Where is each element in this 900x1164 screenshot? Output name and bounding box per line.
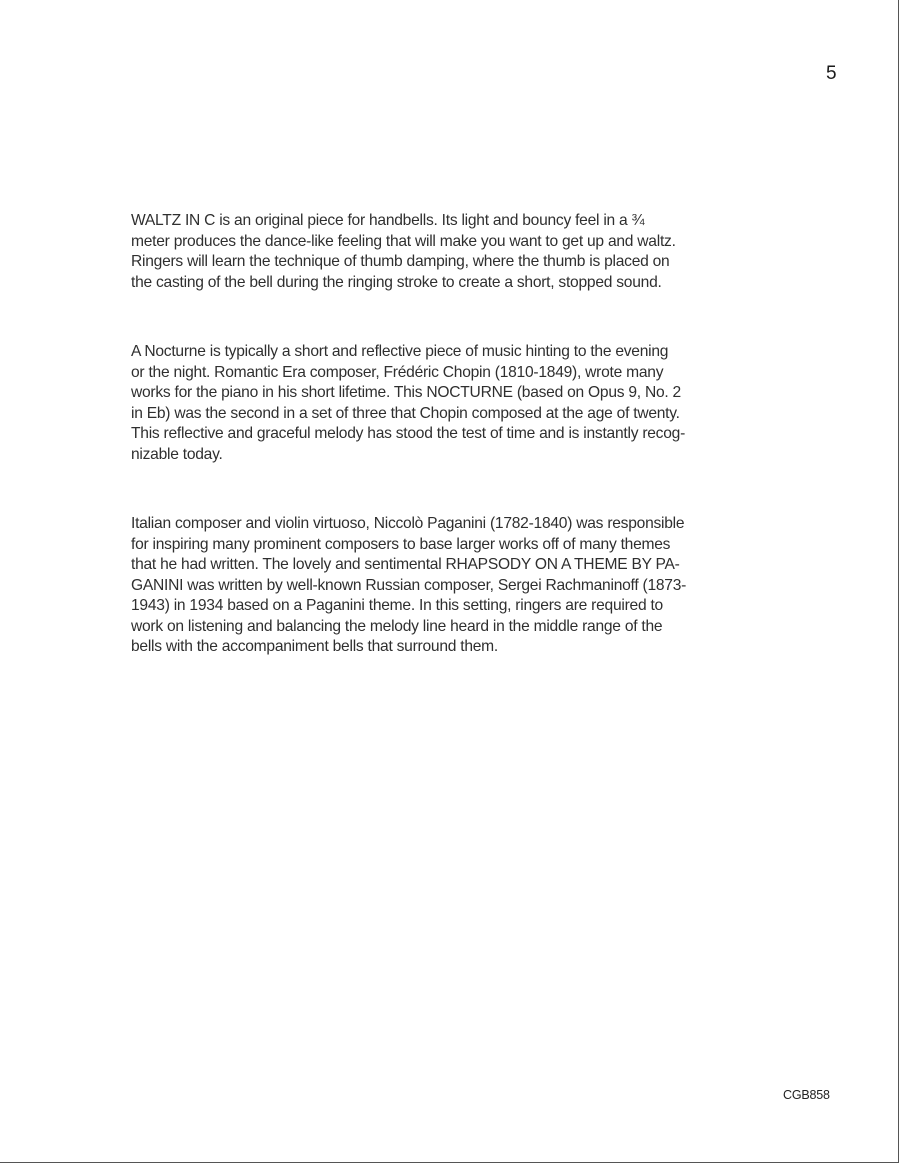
- paragraph-line: This reflective and graceful melody has stood the test of time and is instantly recog-: [131, 425, 686, 442]
- paragraph-rhapsody: [131, 514, 781, 658]
- paragraph-line: for inspiring many prominent composers to base larger works off of many themes: [131, 535, 671, 553]
- paragraph-line: Ringers will learn the technique of thumb damping, where the thumb is placed on: [131, 253, 670, 270]
- catalog-code: CGB858: [783, 1088, 830, 1102]
- paragraph-line: Italian composer and violin virtuoso, Niccolò Paganini (1782-1840) was responsible: [131, 515, 685, 532]
- paragraph-line: or the night. Romantic Era composer, Frédéric Chopin (1810-1849), wrote many: [131, 363, 664, 381]
- paragraph-line: 1943) in 1934 based on a Paganini theme. In this setting, ringers are required to: [131, 597, 663, 614]
- paragraph-line: in Eb) was the second in a set of three that Chopin composed at the age of twenty.: [131, 404, 680, 422]
- paragraph-line: WALTZ IN C is an original piece for handbells. Its light and bouncy feel in a ¾: [131, 212, 645, 229]
- paragraph-waltz-in-c: [131, 211, 781, 293]
- paragraph-line: nizable today.: [131, 445, 223, 463]
- paragraph-line: the casting of the bell during the ringing stroke to create a short, stopped sound.: [131, 273, 662, 291]
- paragraph-nocturne: [131, 342, 781, 465]
- paragraph-line: meter produces the dance-like feeling that will make you want to get up and waltz.: [131, 232, 676, 250]
- paragraph-line: GANINI was written by well-known Russian composer, Sergei Rachmaninoff (1873-: [131, 576, 687, 594]
- paragraph-line: that he had written. The lovely and sentimental RHAPSODY ON A THEME BY PA-: [131, 556, 680, 573]
- paragraph-line: bells with the accompaniment bells that surround them.: [131, 638, 499, 655]
- paragraph-line: works for the piano in his short lifetime. This NOCTURNE (based on Opus 9, No. 2: [131, 384, 681, 401]
- page-number: 5: [826, 63, 837, 84]
- paragraph-line: work on listening and balancing the melody line heard in the middle range of the: [131, 617, 663, 635]
- paragraph-line: A Nocturne is typically a short and reflective piece of music hinting to the evening: [131, 343, 669, 360]
